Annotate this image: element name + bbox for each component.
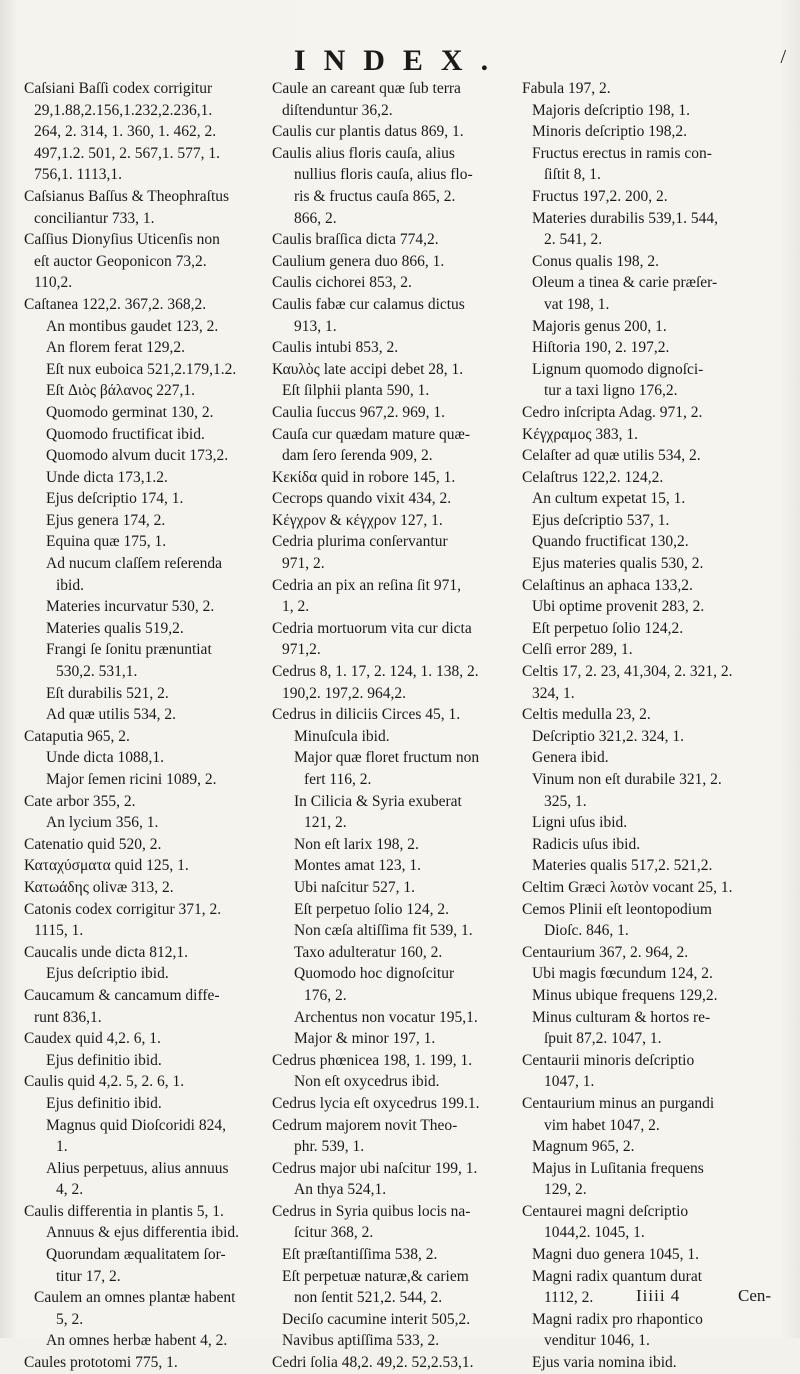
index-subentry: 1112, 2. [544, 1289, 594, 1307]
index-subentry: 1, 2. [282, 598, 310, 616]
index-subentry: phr. 539, 1. [294, 1138, 365, 1156]
index-entry: Cate arbor 355, 2. [24, 792, 136, 810]
index-column-1 [24, 78, 276, 1374]
index-subentry: Fructus 197,2. 200, 2. [532, 187, 668, 205]
index-entry: Cemos Plinii eſt leontopodium [522, 900, 712, 918]
index-subentry: An florem ferat 129,2. [46, 339, 186, 357]
index-subentry: Montes amat 123, 1. [294, 857, 421, 875]
index-subentry: tur a taxi ligno 176,2. [544, 382, 678, 400]
index-subentry: Magni radix pro rhapontico [532, 1310, 703, 1328]
index-subentry: Vinum non eſt durabile 321, 2. [532, 771, 722, 788]
index-entry: Caulis quid 4,2. 5, 2. 6, 1. [24, 1073, 185, 1091]
index-subentry: Quando fructificat 130,2. [532, 533, 689, 551]
index-subentry: Archentus non vocatur 195,1. [294, 1008, 478, 1026]
index-subentry: Eſt præſtantiſſima 538, 2. [282, 1246, 438, 1264]
index-subentry: Eſt perpetuo ſolio 124,2. [532, 619, 684, 637]
index-entry: Καυλὸς late accipi debet 28, 1. [272, 360, 464, 378]
page-title: INDEX. [293, 44, 507, 77]
index-subentry: Ejus genera 174, 2. [46, 511, 166, 529]
index-entry: Caulis fabæ cur calamus dictus [272, 295, 465, 313]
index-subentry: Genera ibid. [532, 749, 609, 767]
index-subentry: Materies qualis 517,2. 521,2. [532, 857, 713, 875]
index-subentry: fert 116, 2. [304, 771, 372, 788]
index-entry: Cedro inſcripta Adag. 971, 2. [522, 403, 703, 421]
index-subentry: 971, 2. [282, 555, 325, 573]
index-entry: Κέγχρον & κέγχρον 127, 1. [272, 511, 443, 529]
index-entry: Cedria mortuorum vita cur dicta [272, 619, 472, 637]
index-entry: Celaſtinus an aphaca 133,2. [522, 576, 693, 594]
index-subentry: Materies durabilis 539,1. 544, [532, 209, 718, 227]
index-entry: Caule an careant quæ ſub terra [272, 80, 461, 97]
index-subentry: nullius floris cauſa, alius flo- [294, 166, 473, 184]
index-subentry: An omnes herbæ habent 4, 2. [46, 1332, 228, 1350]
index-subentry: Major quæ floret fructum non [294, 749, 480, 767]
index-subentry: ibid. [56, 576, 84, 594]
index-entry: Centaurii minoris deſcriptio [522, 1051, 695, 1069]
index-subentry: eſt auctor Geoponicon 73,2. [34, 252, 207, 270]
index-subentry: Ejus definitio ibid. [46, 1051, 162, 1069]
index-entry: Centaurei magni deſcriptio [522, 1202, 689, 1220]
index-subentry: Quomodo fructificat ibid. [46, 425, 205, 443]
index-subentry: Majus in Luſitania frequens [532, 1159, 704, 1177]
index-subentry: Fructus erectus in ramis con- [532, 144, 712, 162]
index-subentry: Deſcriptio 321,2. 324, 1. [532, 727, 684, 745]
index-subentry: Navibus aptiſſima 533, 2. [282, 1332, 440, 1350]
index-subentry: 1115, 1. [34, 922, 84, 940]
index-subentry: Frangi ſe ſonitu prænuntiat [46, 641, 212, 659]
index-subentry: Hiſtoria 190, 2. 197,2. [532, 339, 670, 357]
index-subentry: Majoris genus 200, 1. [532, 317, 667, 335]
index-entry: Caſsiani Baſſi codex corrigitur [24, 80, 213, 97]
index-subentry: Deciſo cacumine interit 505,2. [282, 1310, 471, 1328]
index-subentry: Magni radix quantum durat [532, 1267, 703, 1285]
index-subentry: Quomodo alvum ducit 173,2. [46, 447, 229, 465]
index-entry: Celſi error 289, 1. [522, 641, 633, 659]
signature-mark: Iiiii 4 [636, 1286, 681, 1305]
index-entry: Caulis braſſica dicta 774,2. [272, 231, 439, 249]
index-entry: Cedrus in diliciis Circes 45, 1. [272, 706, 461, 724]
index-subentry: Eſt perpetuæ naturæ,& cariem [282, 1267, 469, 1285]
index-column-2 [272, 78, 524, 1374]
index-entry: Celaſter ad quæ utilis 534, 2. [522, 447, 701, 465]
index-subentry: 121, 2. [304, 814, 347, 832]
index-subentry: 176, 2. [304, 986, 347, 1004]
index-entry: Caulis differentia in plantis 5, 1. [24, 1202, 224, 1220]
index-subentry: Ejus definitio ibid. [46, 1094, 162, 1112]
index-subentry: Major & minor 197, 1. [294, 1030, 436, 1048]
index-entry: Cedrus in Syria quibus locis na- [272, 1202, 471, 1220]
index-entry: Cataputia 965, 2. [24, 727, 130, 745]
index-subentry: An montibus gaudet 123, 2. [46, 317, 219, 335]
index-entry: Cauſa cur quædam mature quæ- [272, 425, 471, 443]
index-subentry: 2. 541, 2. [544, 231, 603, 249]
index-entry: Fabula 197, 2. [522, 80, 611, 97]
index-subentry: Ubi optime provenit 283, 2. [532, 598, 705, 616]
index-subentry: 4, 2. [56, 1181, 84, 1199]
index-subentry: Radicis uſus ibid. [532, 835, 641, 853]
index-subentry: Ad quæ utilis 534, 2. [46, 706, 177, 724]
index-subentry: An cultum expetat 15, 1. [532, 490, 686, 508]
index-subentry: 29,1.88,2.156,1.232,2.236,1. [34, 101, 213, 119]
index-subentry: Eſt nux euboica 521,2.179,1.2. [46, 360, 237, 378]
index-subentry: titur 17, 2. [56, 1267, 121, 1285]
index-column-3 [522, 78, 792, 1374]
index-subentry: 497,1.2. 501, 2. 567,1. 577, 1. [34, 144, 220, 162]
index-entry: Caulis cichorei 853, 2. [272, 274, 412, 292]
index-subentry: ſpuit 87,2. 1047, 1. [544, 1030, 662, 1048]
index-subentry: Materies qualis 519,2. [46, 619, 184, 637]
index-subentry: Ejus deſcriptio ibid. [46, 965, 169, 983]
index-entry: Caulium genera duo 866, 1. [272, 252, 445, 270]
index-entry: Cedria an pix an reſina ſit 971, [272, 576, 461, 594]
index-entry: Centaurium 367, 2. 964, 2. [522, 943, 689, 961]
index-subentry: Annuus & ejus differentia ibid. [46, 1224, 240, 1242]
index-subentry: Eſt durabilis 521, 2. [46, 684, 169, 702]
index-subentry: Lignum quomodo dignoſci- [532, 360, 704, 378]
index-subentry: 1044,2. 1045, 1. [544, 1224, 645, 1242]
index-entry: Cedrus lycia eſt oxycedrus 199.1. [272, 1094, 480, 1112]
index-subentry: Equina quæ 175, 1. [46, 533, 167, 551]
index-subentry: Magni duo genera 1045, 1. [532, 1246, 700, 1264]
index-entry: Cecrops quando vixit 434, 2. [272, 490, 452, 508]
index-subentry: Alius perpetuus, alius annuus [46, 1159, 229, 1177]
index-subentry: 190,2. 197,2. 964,2. [282, 684, 406, 702]
index-subentry: Quorundam æqualitatem ſor- [46, 1246, 226, 1264]
index-subentry: non ſentit 521,2. 544, 2. [294, 1289, 443, 1307]
index-subentry: Minuſcula ibid. [294, 727, 390, 745]
index-entry: Cedrus 8, 1. 17, 2. 124, 1. 138, 2. [272, 663, 479, 681]
index-subentry: 866, 2. [294, 209, 337, 227]
index-subentry: Magnum 965, 2. [532, 1138, 635, 1156]
index-subentry: Ligni uſus ibid. [532, 814, 628, 832]
index-subentry: vat 198, 1. [544, 295, 610, 313]
index-subentry: Quomodo hoc dignoſcitur [294, 965, 455, 983]
index-subentry: Eſt ſilphii planta 590, 1. [282, 382, 430, 400]
page-footer [0, 1286, 800, 1316]
index-entry: Κέγχραμος 383, 1. [522, 425, 638, 443]
index-subentry: Caulem an omnes plantæ habent [34, 1289, 236, 1307]
index-entry: Celaſtrus 122,2. 124,2. [522, 468, 664, 486]
index-subentry: Ejus deſcriptio 174, 1. [46, 490, 184, 508]
index-subentry: Ejus materies qualis 530, 2. [532, 555, 704, 573]
index-subentry: Taxo adulteratur 160, 2. [294, 943, 443, 961]
index-subentry: Materies incurvatur 530, 2. [46, 598, 215, 616]
index-subentry: 5, 2. [56, 1310, 84, 1328]
index-entry: Caudex quid 4,2. 6, 1. [24, 1030, 161, 1048]
index-subentry: diſtenduntur 36,2. [282, 101, 393, 119]
index-subentry: Ad nucum claſſem reſerenda [46, 555, 223, 573]
index-subentry: Quomodo germinat 130, 2. [46, 403, 214, 421]
corner-mark: / [780, 46, 786, 68]
index-subentry: Oleum a tinea & carie præſer- [532, 274, 718, 292]
index-subentry: Non cæſa altiſſima fit 539, 1. [294, 922, 473, 940]
index-entry: Celtis 17, 2. 23, 41,304, 2. 321, 2. [522, 663, 733, 681]
index-subentry: Non eſt oxycedrus ibid. [294, 1073, 440, 1091]
index-subentry: 971,2. [282, 641, 321, 659]
index-subentry: 110,2. [34, 274, 73, 292]
index-entry: Caulia ſuccus 967,2. 969, 1. [272, 403, 446, 421]
index-subentry: 913, 1. [294, 317, 337, 335]
index-subentry: 324, 1. [532, 684, 575, 702]
index-subentry: Unde dicta 173,1.2. [46, 468, 168, 486]
index-entry: Κεκίδα quid in robore 145, 1. [272, 468, 456, 486]
index-entry: Cedrus major ubi naſcitur 199, 1. [272, 1159, 478, 1177]
index-entry: Celtim Græci λωτὸν vocant 25, 1. [522, 878, 733, 896]
index-entry: Κατωάδης olivæ 313, 2. [24, 878, 174, 896]
index-entry: Cedri ſolia 48,2. 49,2. 52,2.53,1. [272, 1354, 474, 1372]
index-subentry: 756,1. 1113,1. [34, 166, 122, 184]
index-subentry: ſcitur 368, 2. [294, 1224, 374, 1242]
index-entry: Celtis medulla 23, 2. [522, 706, 651, 724]
index-subentry: An thya 524,1. [294, 1181, 387, 1199]
index-subentry: Ubi naſcitur 527, 1. [294, 878, 415, 896]
index-subentry: In Cilicia & Syria exuberat [294, 792, 462, 810]
index-subentry: Eſt perpetuo ſolio 124, 2. [294, 900, 449, 918]
index-subentry: 1047, 1. [544, 1073, 595, 1091]
index-entry: Caſtanea 122,2. 367,2. 368,2. [24, 295, 207, 313]
index-subentry: An lycium 356, 1. [46, 814, 159, 832]
index-subentry: Minus culturam & hortos re- [532, 1008, 711, 1026]
index-subentry: 325, 1. [544, 792, 587, 810]
index-subentry: 1. [56, 1138, 68, 1156]
index-entry: Caulis intubi 853, 2. [272, 339, 399, 357]
index-subentry: Majoris deſcriptio 198, 1. [532, 101, 690, 119]
index-subentry: Magnus quid Dioſcoridi 824, [46, 1116, 226, 1134]
index-entry: Caſsianus Baſſus & Theophraſtus [24, 187, 230, 205]
index-subentry: 264, 2. 314, 1. 360, 1. 462, 2. [34, 123, 217, 141]
index-subentry: Eſt Διὸς βάλανος 227,1. [46, 382, 196, 400]
index-subentry: Ejus deſcriptio 537, 1. [532, 511, 670, 529]
index-subentry: Ejus varia nomina ibid. [532, 1354, 677, 1372]
index-subentry: 129, 2. [544, 1181, 587, 1199]
index-subentry: ſiſtit 8, 1. [544, 166, 601, 184]
index-entry: Cedrum majorem novit Theo- [272, 1116, 458, 1134]
index-entry: Cedrus phœnicea 198, 1. 199, 1. [272, 1051, 473, 1069]
index-subentry: Conus qualis 198, 2. [532, 252, 660, 270]
index-subentry: venditur 1046, 1. [544, 1332, 650, 1350]
index-entry: Caucalis unde dicta 812,1. [24, 943, 188, 961]
index-subentry: Minoris deſcriptio 198,2. [532, 123, 687, 141]
index-entry: Caucamum & cancamum diffe- [24, 986, 220, 1004]
index-subentry: vim habet 1047, 2. [544, 1116, 660, 1134]
index-subentry: conciliantur 733, 1. [34, 209, 155, 227]
index-subentry: runt 836,1. [34, 1008, 102, 1026]
index-subentry: Non eſt larix 198, 2. [294, 835, 419, 853]
index-subentry: Major ſemen ricini 1089, 2. [46, 771, 217, 788]
index-subentry: Ubi magis fœcundum 124, 2. [532, 965, 713, 983]
page-header [0, 44, 800, 78]
index-entry: Caules prototomi 775, 1. [24, 1354, 178, 1372]
index-subentry: Minus ubique frequens 129,2. [532, 986, 718, 1004]
index-entry: Catenatio quid 520, 2. [24, 835, 162, 853]
index-entry: Caſſius Dionyſius Uticenſis non [24, 231, 220, 249]
index-entry: Catonis codex corrigitur 371, 2. [24, 900, 222, 918]
index-subentry: dam ſero ſerenda 909, 2. [282, 447, 433, 465]
index-subentry: 530,2. 531,1. [56, 663, 138, 681]
index-subentry: ris & fructus cauſa 865, 2. [294, 187, 456, 205]
index-entry: Caulis alius floris cauſa, alius [272, 144, 455, 162]
catchword: Cen- [738, 1286, 772, 1305]
index-entry: Caulis cur plantis datus 869, 1. [272, 123, 464, 141]
index-entry: Καταχύσματα quid 125, 1. [24, 857, 189, 875]
index-entry: Cedria plurima conſervantur [272, 533, 448, 551]
index-entry: Centaurium minus an purgandi [522, 1094, 715, 1112]
index-subentry: Unde dicta 1088,1. [46, 749, 164, 767]
index-subentry: Dioſc. 846, 1. [544, 922, 629, 940]
